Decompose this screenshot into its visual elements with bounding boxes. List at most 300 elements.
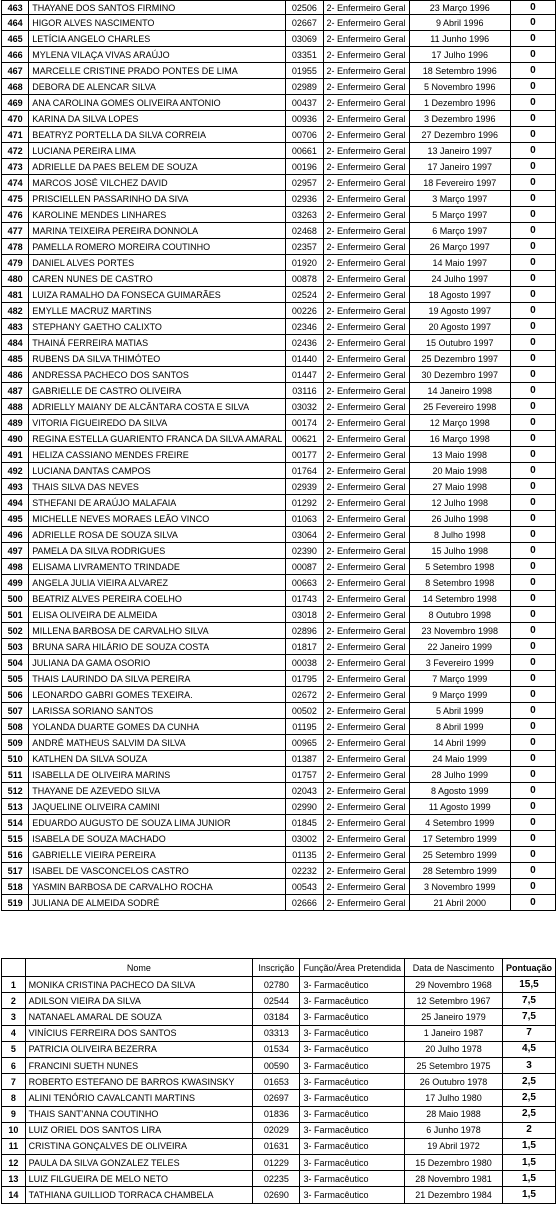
- birthdate-cell: 29 Novembro 1968: [405, 977, 503, 993]
- rank-cell: 467: [2, 63, 29, 79]
- table-row: [2, 543, 556, 559]
- birthdate-cell: 17 Julho 1996: [409, 47, 510, 63]
- pontuacao-cell: 0: [510, 463, 555, 479]
- name-cell: ISABEL DE VASCONCELOS CASTRO: [29, 863, 286, 879]
- pontuacao-cell: 0: [510, 751, 555, 767]
- pontuacao-cell: 2,5: [502, 1106, 555, 1122]
- name-cell: LETÍCIA ANGELO CHARLES: [29, 31, 286, 47]
- inscricao-cell: 02667: [286, 15, 323, 31]
- inscricao-cell: 02346: [286, 319, 323, 335]
- table-row: [2, 303, 556, 319]
- inscricao-cell: 02896: [286, 623, 323, 639]
- name-cell: MICHELLE NEVES MORAES LEÃO VINCO: [29, 511, 286, 527]
- rank-cell: 492: [2, 463, 29, 479]
- table-row: [2, 655, 556, 671]
- pontuacao-cell: 0: [510, 703, 555, 719]
- rank-cell: 508: [2, 719, 29, 735]
- inscricao-cell: 01764: [286, 463, 323, 479]
- rank-cell: 468: [2, 79, 29, 95]
- rank-cell: 477: [2, 223, 29, 239]
- rank-cell: 464: [2, 15, 29, 31]
- birthdate-cell: 30 Dezembro 1997: [409, 367, 510, 383]
- funcao-cell: 2- Enfermeiro Geral: [323, 335, 409, 351]
- rank-cell: 481: [2, 287, 29, 303]
- pontuacao-cell: 0: [510, 847, 555, 863]
- birthdate-cell: 8 Abril 1999: [409, 719, 510, 735]
- name-cell: LUCIANA PEREIRA LIMA: [29, 143, 286, 159]
- rank-cell: 9: [2, 1106, 26, 1122]
- header-inscricao: Inscrição: [253, 959, 300, 977]
- birthdate-cell: 22 Janeiro 1999: [409, 639, 510, 655]
- name-cell: PAULA DA SILVA GONZALEZ TELES: [25, 1155, 253, 1171]
- rank-cell: 494: [2, 495, 29, 511]
- funcao-cell: 2- Enfermeiro Geral: [323, 223, 409, 239]
- table-row: [2, 895, 556, 911]
- name-cell: PATRICIA OLIVEIRA BEZERRA: [25, 1041, 253, 1057]
- birthdate-cell: 12 Março 1998: [409, 415, 510, 431]
- rank-cell: 509: [2, 735, 29, 751]
- inscricao-cell: 02666: [286, 895, 323, 911]
- rank-cell: 471: [2, 127, 29, 143]
- pontuacao-cell: 0: [510, 639, 555, 655]
- table-row: [2, 527, 556, 543]
- inscricao-cell: 00663: [286, 575, 323, 591]
- pontuacao-cell: 0: [510, 335, 555, 351]
- rank-cell: 2: [2, 993, 26, 1009]
- name-cell: EMYLLE MACRUZ MARTINS: [29, 303, 286, 319]
- rank-cell: 504: [2, 655, 29, 671]
- rank-cell: 503: [2, 639, 29, 655]
- pontuacao-cell: 0: [510, 543, 555, 559]
- funcao-cell: 2- Enfermeiro Geral: [323, 623, 409, 639]
- funcao-cell: 3- Farmacêutico: [300, 1187, 405, 1203]
- pontuacao-cell: 0: [510, 31, 555, 47]
- birthdate-cell: 26 Outubro 1978: [405, 1074, 503, 1090]
- pontuacao-cell: 0: [510, 799, 555, 815]
- birthdate-cell: 26 Março 1997: [409, 239, 510, 255]
- table-row: [2, 31, 556, 47]
- inscricao-cell: 01795: [286, 671, 323, 687]
- funcao-cell: 2- Enfermeiro Geral: [323, 735, 409, 751]
- rank-cell: 473: [2, 159, 29, 175]
- funcao-cell: 3- Farmacêutico: [300, 1171, 405, 1187]
- name-cell: ISABELLA DE OLIVEIRA MARINS: [29, 767, 286, 783]
- inscricao-cell: 01836: [253, 1106, 300, 1122]
- birthdate-cell: 14 Abril 1999: [409, 735, 510, 751]
- inscricao-cell: 01229: [253, 1155, 300, 1171]
- name-cell: ALINI TENÓRIO CAVALCANTI MARTINS: [25, 1090, 253, 1106]
- funcao-cell: 2- Enfermeiro Geral: [323, 479, 409, 495]
- funcao-cell: 2- Enfermeiro Geral: [323, 431, 409, 447]
- table-row: [2, 1122, 556, 1138]
- inscricao-cell: 02468: [286, 223, 323, 239]
- table-row: [2, 575, 556, 591]
- funcao-cell: 2- Enfermeiro Geral: [323, 351, 409, 367]
- birthdate-cell: 5 Setembro 1998: [409, 559, 510, 575]
- pontuacao-cell: 0: [510, 527, 555, 543]
- name-cell: TATHIANA GUILLIOD TORRACA CHAMBELA: [25, 1187, 253, 1203]
- inscricao-cell: 03018: [286, 607, 323, 623]
- name-cell: LEONARDO GABRI GOMES TEXEIRA.: [29, 687, 286, 703]
- rank-cell: 469: [2, 95, 29, 111]
- pontuacao-cell: 0: [510, 79, 555, 95]
- pontuacao-cell: 0: [510, 383, 555, 399]
- name-cell: ADRIELLE DA PAES BELEM DE SOUZA: [29, 159, 286, 175]
- inscricao-cell: 02390: [286, 543, 323, 559]
- birthdate-cell: 27 Maio 1998: [409, 479, 510, 495]
- rank-cell: 11: [2, 1138, 26, 1154]
- pontuacao-cell: 0: [510, 559, 555, 575]
- table-row: [2, 15, 556, 31]
- name-cell: EDUARDO AUGUSTO DE SOUZA LIMA JUNIOR: [29, 815, 286, 831]
- table-row: [2, 111, 556, 127]
- inscricao-cell: 00936: [286, 111, 323, 127]
- inscricao-cell: 02235: [253, 1171, 300, 1187]
- table-row: [2, 815, 556, 831]
- funcao-cell: 2- Enfermeiro Geral: [323, 847, 409, 863]
- table-row: [2, 607, 556, 623]
- funcao-cell: 2- Enfermeiro Geral: [323, 527, 409, 543]
- birthdate-cell: 6 Junho 1978: [405, 1122, 503, 1138]
- inscricao-cell: 01631: [253, 1138, 300, 1154]
- pontuacao-cell: 3: [502, 1057, 555, 1073]
- table-row: [2, 271, 556, 287]
- birthdate-cell: 25 Dezembro 1997: [409, 351, 510, 367]
- rank-cell: 498: [2, 559, 29, 575]
- funcao-cell: 2- Enfermeiro Geral: [323, 111, 409, 127]
- name-cell: PRISCIELLEN PASSARINHO DA SIVA: [29, 191, 286, 207]
- inscricao-cell: 01845: [286, 815, 323, 831]
- inscricao-cell: 03069: [286, 31, 323, 47]
- rank-cell: 475: [2, 191, 29, 207]
- rank-cell: 485: [2, 351, 29, 367]
- table-row: [2, 1138, 556, 1154]
- rank-cell: 484: [2, 335, 29, 351]
- table-row: [2, 223, 556, 239]
- name-cell: PAMELA DA SILVA RODRIGUES: [29, 543, 286, 559]
- name-cell: LARISSA SORIANO SANTOS: [29, 703, 286, 719]
- inscricao-cell: 00196: [286, 159, 323, 175]
- pontuacao-cell: 1,5: [502, 1155, 555, 1171]
- inscricao-cell: 02780: [253, 977, 300, 993]
- table-row: [2, 351, 556, 367]
- name-cell: MYLENA VILAÇA VIVAS ARAÚJO: [29, 47, 286, 63]
- table-row: [2, 287, 556, 303]
- funcao-cell: 2- Enfermeiro Geral: [323, 31, 409, 47]
- funcao-cell: 2- Enfermeiro Geral: [323, 271, 409, 287]
- table-row: [2, 367, 556, 383]
- table-row: [2, 559, 556, 575]
- rank-cell: 463: [2, 1, 29, 15]
- birthdate-cell: 20 Julho 1978: [405, 1041, 503, 1057]
- funcao-cell: 2- Enfermeiro Geral: [323, 463, 409, 479]
- inscricao-cell: 00706: [286, 127, 323, 143]
- name-cell: ANA CAROLINA GOMES OLIVEIRA ANTONIO: [29, 95, 286, 111]
- pontuacao-cell: 0: [510, 303, 555, 319]
- inscricao-cell: 01447: [286, 367, 323, 383]
- pontuacao-cell: 0: [510, 175, 555, 191]
- table-row: [2, 735, 556, 751]
- pontuacao-cell: 0: [510, 815, 555, 831]
- birthdate-cell: 8 Agosto 1999: [409, 783, 510, 799]
- funcao-cell: 2- Enfermeiro Geral: [323, 255, 409, 271]
- funcao-cell: 2- Enfermeiro Geral: [323, 815, 409, 831]
- name-cell: CRISTINA GONÇALVES DE OLIVEIRA: [25, 1138, 253, 1154]
- rank-cell: 486: [2, 367, 29, 383]
- pontuacao-cell: 2,5: [502, 1090, 555, 1106]
- rank-cell: 497: [2, 543, 29, 559]
- inscricao-cell: 00226: [286, 303, 323, 319]
- pontuacao-cell: 0: [510, 223, 555, 239]
- table-row: [2, 1106, 556, 1122]
- pontuacao-cell: 0: [510, 687, 555, 703]
- funcao-cell: 2- Enfermeiro Geral: [323, 639, 409, 655]
- birthdate-cell: 3 Dezembro 1996: [409, 111, 510, 127]
- pontuacao-cell: 0: [510, 191, 555, 207]
- birthdate-cell: 1 Janeiro 1987: [405, 1025, 503, 1041]
- funcao-cell: 2- Enfermeiro Geral: [323, 95, 409, 111]
- funcao-cell: 2- Enfermeiro Geral: [323, 687, 409, 703]
- inscricao-cell: 02506: [286, 1, 323, 15]
- funcao-cell: 2- Enfermeiro Geral: [323, 831, 409, 847]
- pontuacao-cell: 0: [510, 623, 555, 639]
- name-cell: DANIEL ALVES PORTES: [29, 255, 286, 271]
- inscricao-cell: 00502: [286, 703, 323, 719]
- birthdate-cell: 17 Setembro 1999: [409, 831, 510, 847]
- funcao-cell: 2- Enfermeiro Geral: [323, 207, 409, 223]
- pontuacao-cell: 0: [510, 111, 555, 127]
- name-cell: LUIZ FILGUEIRA DE MELO NETO: [25, 1171, 253, 1187]
- rank-cell: 496: [2, 527, 29, 543]
- inscricao-cell: 01920: [286, 255, 323, 271]
- funcao-cell: 2- Enfermeiro Geral: [323, 655, 409, 671]
- funcao-cell: 2- Enfermeiro Geral: [323, 319, 409, 335]
- birthdate-cell: 25 Setembro 1975: [405, 1057, 503, 1073]
- table-row: [2, 799, 556, 815]
- funcao-cell: 2- Enfermeiro Geral: [323, 447, 409, 463]
- funcao-cell: 2- Enfermeiro Geral: [323, 879, 409, 895]
- funcao-cell: 3- Farmacêutico: [300, 977, 405, 993]
- inscricao-cell: 02357: [286, 239, 323, 255]
- birthdate-cell: 8 Outubro 1998: [409, 607, 510, 623]
- inscricao-cell: 03116: [286, 383, 323, 399]
- table-row: [2, 1, 556, 15]
- rank-cell: 465: [2, 31, 29, 47]
- funcao-cell: 3- Farmacêutico: [300, 1009, 405, 1025]
- name-cell: YASMIN BARBOSA DE CARVALHO ROCHA: [29, 879, 286, 895]
- rank-cell: 3: [2, 1009, 26, 1025]
- table-row: [2, 479, 556, 495]
- rank-cell: 472: [2, 143, 29, 159]
- funcao-cell: 2- Enfermeiro Geral: [323, 799, 409, 815]
- pontuacao-cell: 0: [510, 575, 555, 591]
- funcao-cell: 2- Enfermeiro Geral: [323, 511, 409, 527]
- name-cell: HELIZA CASSIANO MENDES FREIRE: [29, 447, 286, 463]
- rank-cell: 518: [2, 879, 29, 895]
- name-cell: LUCIANA DANTAS CAMPOS: [29, 463, 286, 479]
- table-row: [2, 511, 556, 527]
- name-cell: GABRIELLE DE CASTRO OLIVEIRA: [29, 383, 286, 399]
- pontuacao-cell: 0: [510, 591, 555, 607]
- rank-cell: 13: [2, 1171, 26, 1187]
- birthdate-cell: 11 Agosto 1999: [409, 799, 510, 815]
- birthdate-cell: 5 Março 1997: [409, 207, 510, 223]
- name-cell: ELISA OLIVEIRA DE ALMEIDA: [29, 607, 286, 623]
- birthdate-cell: 21 Dezembro 1984: [405, 1187, 503, 1203]
- inscricao-cell: 00038: [286, 655, 323, 671]
- name-cell: ISABELA DE SOUZA MACHADO: [29, 831, 286, 847]
- birthdate-cell: 17 Janeiro 1997: [409, 159, 510, 175]
- rank-cell: 483: [2, 319, 29, 335]
- rank-cell: 14: [2, 1187, 26, 1203]
- pontuacao-cell: 0: [510, 367, 555, 383]
- table-row: [2, 1171, 556, 1187]
- inscricao-cell: 03002: [286, 831, 323, 847]
- funcao-cell: 2- Enfermeiro Geral: [323, 703, 409, 719]
- name-cell: MARCOS JOSÉ VILCHEZ DAVID: [29, 175, 286, 191]
- table-row: [2, 415, 556, 431]
- rank-cell: 507: [2, 703, 29, 719]
- name-cell: MARCELLE CRISTINE PRADO PONTES DE LIMA: [29, 63, 286, 79]
- table-row: [2, 687, 556, 703]
- pontuacao-cell: 0: [510, 207, 555, 223]
- birthdate-cell: 24 Julho 1997: [409, 271, 510, 287]
- table-row: [2, 63, 556, 79]
- birthdate-cell: 11 Junho 1996: [409, 31, 510, 47]
- funcao-cell: 2- Enfermeiro Geral: [323, 383, 409, 399]
- funcao-cell: 2- Enfermeiro Geral: [323, 63, 409, 79]
- table-row: [2, 623, 556, 639]
- pontuacao-cell: 4,5: [502, 1041, 555, 1057]
- table-row: [2, 143, 556, 159]
- table-row: [2, 1187, 556, 1203]
- table-row: [2, 191, 556, 207]
- pontuacao-cell: 1,5: [502, 1138, 555, 1154]
- birthdate-cell: 18 Agosto 1997: [409, 287, 510, 303]
- birthdate-cell: 25 Janeiro 1979: [405, 1009, 503, 1025]
- pontuacao-cell: 0: [510, 783, 555, 799]
- table-row: [2, 847, 556, 863]
- pontuacao-cell: 0: [510, 495, 555, 511]
- pontuacao-cell: 0: [510, 63, 555, 79]
- birthdate-cell: 13 Maio 1998: [409, 447, 510, 463]
- name-cell: THAYANE DE AZEVEDO SILVA: [29, 783, 286, 799]
- birthdate-cell: 8 Julho 1998: [409, 527, 510, 543]
- funcao-cell: 2- Enfermeiro Geral: [323, 591, 409, 607]
- inscricao-cell: 00661: [286, 143, 323, 159]
- name-cell: ANGELA JULIA VIEIRA ALVAREZ: [29, 575, 286, 591]
- funcao-cell: 2- Enfermeiro Geral: [323, 895, 409, 911]
- name-cell: ADILSON VIEIRA DA SILVA: [25, 993, 253, 1009]
- table-row: [2, 719, 556, 735]
- name-cell: BEATRYZ PORTELLA DA SILVA CORREIA: [29, 127, 286, 143]
- inscricao-cell: 01757: [286, 767, 323, 783]
- inscricao-cell: 01292: [286, 495, 323, 511]
- funcao-cell: 2- Enfermeiro Geral: [323, 15, 409, 31]
- rank-cell: 501: [2, 607, 29, 623]
- name-cell: ANDRÉ MATHEUS SALVIM DA SILVA: [29, 735, 286, 751]
- name-cell: MILLENA BARBOSA DE CARVALHO SILVA: [29, 623, 286, 639]
- name-cell: GABRIELLE VIEIRA PEREIRA: [29, 847, 286, 863]
- pontuacao-cell: 15,5: [502, 977, 555, 993]
- inscricao-cell: 00087: [286, 559, 323, 575]
- table-row: [2, 175, 556, 191]
- birthdate-cell: 4 Setembro 1999: [409, 815, 510, 831]
- funcao-cell: 3- Farmacêutico: [300, 1155, 405, 1171]
- funcao-cell: 2- Enfermeiro Geral: [323, 543, 409, 559]
- pontuacao-cell: 7: [502, 1025, 555, 1041]
- results-table-farmaceutico: [1, 958, 556, 1204]
- rank-cell: 516: [2, 847, 29, 863]
- rank-cell: 8: [2, 1090, 26, 1106]
- funcao-cell: 2- Enfermeiro Geral: [323, 367, 409, 383]
- inscricao-cell: 02029: [253, 1122, 300, 1138]
- pontuacao-cell: 0: [510, 287, 555, 303]
- funcao-cell: 2- Enfermeiro Geral: [323, 559, 409, 575]
- birthdate-cell: 19 Abril 1972: [405, 1138, 503, 1154]
- table-row: [2, 1057, 556, 1073]
- rank-cell: 5: [2, 1041, 26, 1057]
- header-nome: Nome: [25, 959, 253, 977]
- table-row: [2, 703, 556, 719]
- inscricao-cell: 01135: [286, 847, 323, 863]
- pontuacao-cell: 0: [510, 655, 555, 671]
- header-data-nascimento: Data de Nascimento: [405, 959, 503, 977]
- rank-cell: 502: [2, 623, 29, 639]
- inscricao-cell: 02939: [286, 479, 323, 495]
- inscricao-cell: 01534: [253, 1041, 300, 1057]
- birthdate-cell: 5 Novembro 1996: [409, 79, 510, 95]
- table-row: [2, 1025, 556, 1041]
- rank-cell: 495: [2, 511, 29, 527]
- table-row: [2, 639, 556, 655]
- pontuacao-cell: 0: [510, 1, 555, 15]
- pontuacao-cell: 0: [510, 15, 555, 31]
- table-row: [2, 1090, 556, 1106]
- table-row: [2, 335, 556, 351]
- birthdate-cell: 7 Março 1999: [409, 671, 510, 687]
- birthdate-cell: 24 Maio 1999: [409, 751, 510, 767]
- name-cell: STEPHANY GAETHO CALIXTO: [29, 319, 286, 335]
- inscricao-cell: 01653: [253, 1074, 300, 1090]
- funcao-cell: 2- Enfermeiro Geral: [323, 719, 409, 735]
- rank-cell: 511: [2, 767, 29, 783]
- inscricao-cell: 00177: [286, 447, 323, 463]
- rank-cell: 505: [2, 671, 29, 687]
- table-row: [2, 431, 556, 447]
- funcao-cell: 2- Enfermeiro Geral: [323, 1, 409, 15]
- pontuacao-cell: 0: [510, 735, 555, 751]
- birthdate-cell: 28 Novembro 1981: [405, 1171, 503, 1187]
- name-cell: THAIS SANT'ANNA COUTINHO: [25, 1106, 253, 1122]
- rank-cell: 510: [2, 751, 29, 767]
- name-cell: STHEFANI DE ARAÚJO MALAFAIA: [29, 495, 286, 511]
- birthdate-cell: 15 Dezembro 1980: [405, 1155, 503, 1171]
- birthdate-cell: 28 Julho 1999: [409, 767, 510, 783]
- table-row: [2, 783, 556, 799]
- pontuacao-cell: 0: [510, 351, 555, 367]
- funcao-cell: 2- Enfermeiro Geral: [323, 143, 409, 159]
- rank-cell: 517: [2, 863, 29, 879]
- name-cell: ADRIELLY MAIANY DE ALCÂNTARA COSTA E SILVA: [29, 399, 286, 415]
- table-row: [2, 399, 556, 415]
- pontuacao-cell: 0: [510, 271, 555, 287]
- birthdate-cell: 16 Março 1998: [409, 431, 510, 447]
- funcao-cell: 2- Enfermeiro Geral: [323, 495, 409, 511]
- inscricao-cell: 01817: [286, 639, 323, 655]
- pontuacao-cell: 7,5: [502, 993, 555, 1009]
- inscricao-cell: 01955: [286, 63, 323, 79]
